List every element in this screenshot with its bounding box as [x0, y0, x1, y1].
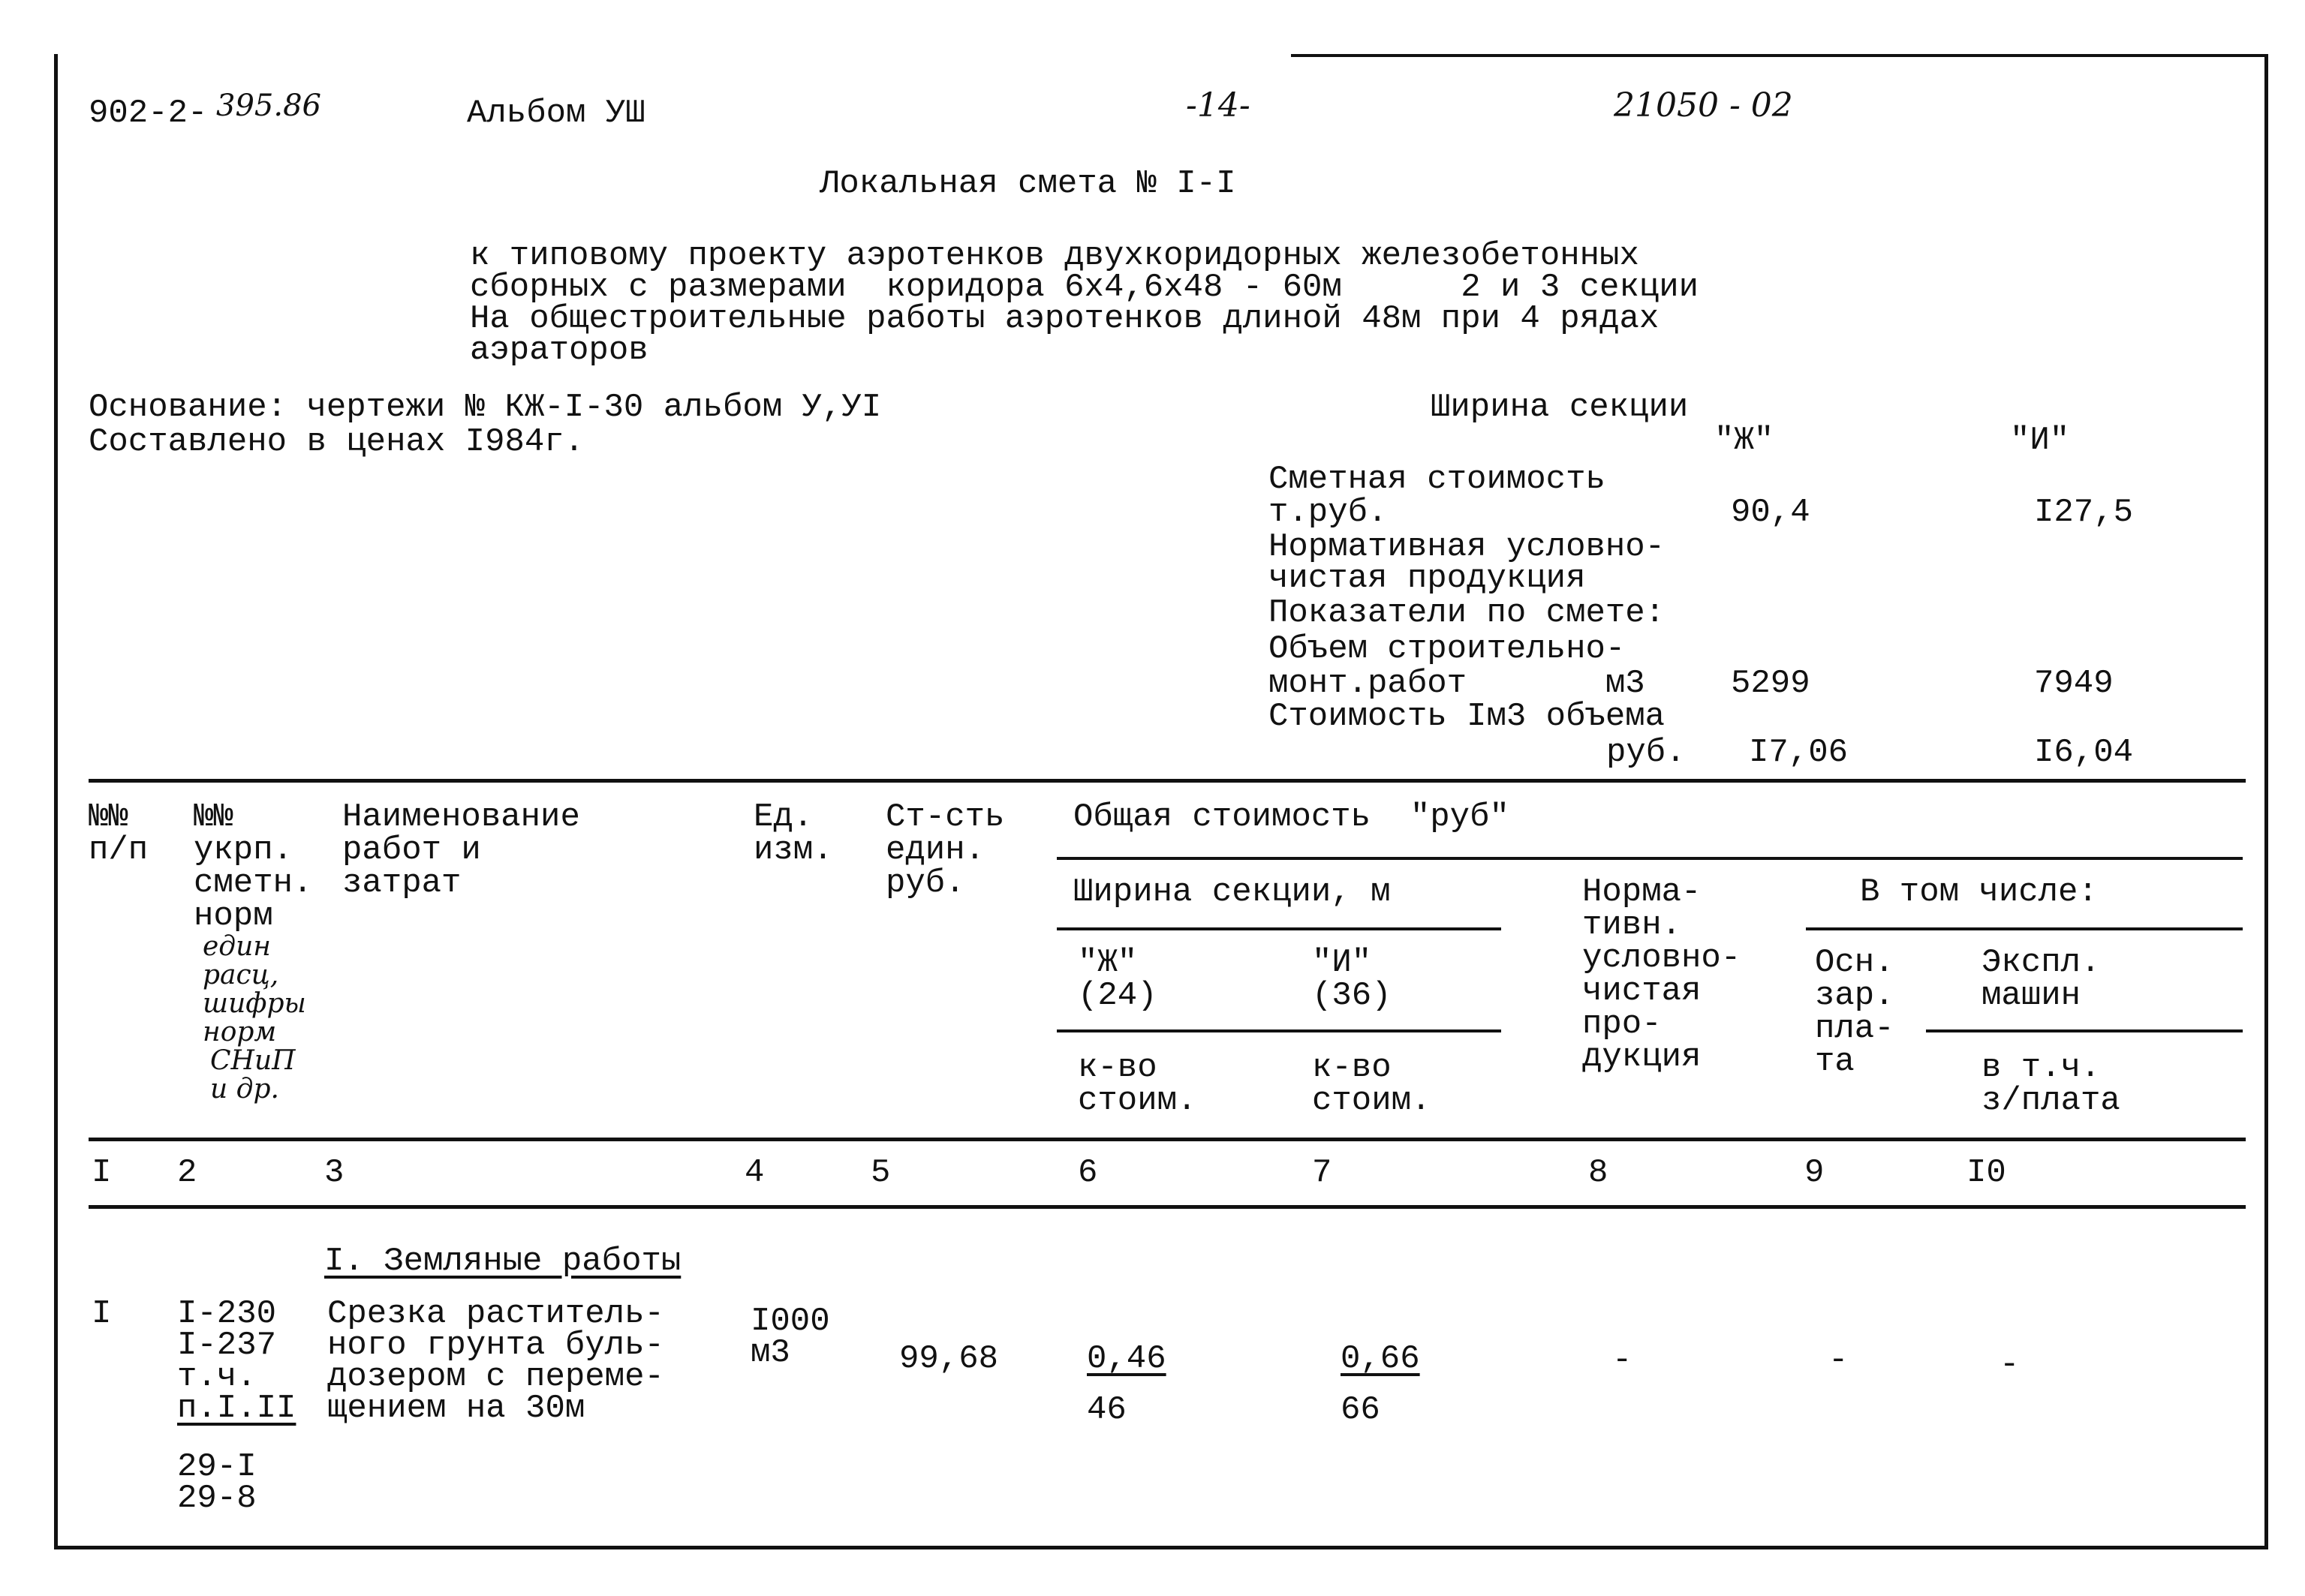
row-net-product: -: [1612, 1342, 1632, 1379]
summary-value-zh: 5299: [1731, 665, 1810, 702]
summary-label: Нормативная условно-: [1268, 528, 1666, 566]
row-code-extra: 29-I: [177, 1448, 257, 1486]
header-wages: Осн.: [1815, 944, 1894, 981]
summary-label: руб.: [1606, 734, 1686, 771]
header-name: Наименование: [342, 798, 580, 836]
header-codes: норм: [194, 897, 273, 935]
summary-value-i: I27,5: [2034, 494, 2134, 531]
header-name: работ и: [342, 831, 481, 869]
header-i: (36): [1312, 977, 1392, 1014]
row-code: I-230: [177, 1295, 277, 1333]
colnum-bottom-rule: [89, 1205, 2246, 1209]
header-section-width: Ширина секции, м: [1073, 873, 1391, 911]
row-name: ного грунта буль-: [327, 1327, 664, 1364]
album-label: Альбом УШ: [467, 95, 645, 132]
summary-label: Объем строительно-: [1268, 630, 1626, 668]
header-codes-handwritten: шифры: [203, 988, 306, 1019]
header-net-product: условно-: [1582, 939, 1741, 977]
summary-label: Стоимость Iм3 объема: [1268, 698, 1666, 735]
summary-col-i: "И": [2010, 422, 2070, 459]
header-unit-price: руб.: [886, 864, 965, 902]
basis-line: Основание: чертежи № КЖ-I-30 альбом У,УI: [89, 389, 882, 426]
header-codes-handwritten: норм: [203, 1017, 277, 1047]
header-i-qty: к-во: [1312, 1049, 1392, 1087]
row-machines: -: [2000, 1346, 2020, 1384]
row-unit-price: 99,68: [899, 1340, 999, 1378]
column-number: I0: [1966, 1154, 2006, 1192]
summary-label: т.руб.: [1268, 494, 1388, 531]
column-number: 4: [745, 1154, 765, 1192]
row-number: I: [92, 1295, 112, 1333]
project-code: 21050 - 02: [1614, 86, 1793, 125]
header-rule-total: [1057, 857, 2243, 860]
basis-prices-line: Составлено в ценах I984г.: [89, 423, 585, 461]
header-machines-wages: в т.ч.: [1982, 1049, 2101, 1087]
table-top-rule: [89, 779, 2246, 783]
summary-label: монт.работ м3: [1268, 665, 1645, 702]
header-rule-machines: [1926, 1029, 2243, 1032]
header-wages: та: [1815, 1043, 1855, 1081]
summary-value-i: I6,04: [2034, 734, 2134, 771]
header-net-product: про-: [1582, 1005, 1662, 1043]
row-unit: I000: [751, 1303, 830, 1340]
doc-code: 902-2-: [89, 95, 208, 132]
subtitle-line: к типовому проекту аэротенков двухкоридорных железобетонных: [470, 237, 1639, 275]
header-unit: изм.: [754, 831, 833, 869]
summary-value-zh: 90,4: [1731, 494, 1810, 531]
summary-value-i: 7949: [2034, 665, 2114, 702]
header-name: затрат: [342, 864, 462, 902]
header-codes-handwritten: расц,: [203, 960, 279, 990]
row-i-cost: 66: [1341, 1391, 1380, 1429]
row-wages: -: [1828, 1342, 1849, 1379]
header-including: В том числе:: [1860, 873, 2098, 911]
header-zh-qty: стоим.: [1078, 1082, 1197, 1120]
header-codes-handwritten: СНиП: [210, 1045, 296, 1076]
row-i-qty: 0,66: [1341, 1340, 1420, 1378]
header-codes: укрп.: [194, 831, 293, 869]
header-net-product: Норма-: [1582, 873, 1702, 911]
header-unit-price: един.: [886, 831, 985, 869]
header-num: п/п: [89, 831, 149, 869]
row-code: т.ч.: [177, 1358, 257, 1396]
header-machines-wages: з/плата: [1982, 1082, 2120, 1120]
header-zh: (24): [1078, 977, 1157, 1014]
row-name: Срезка раститель-: [327, 1295, 664, 1333]
page-number: -14-: [1186, 86, 1250, 125]
column-number: I: [92, 1154, 112, 1192]
row-name: дозером с переме-: [327, 1358, 664, 1396]
header-machines: машин: [1982, 977, 2081, 1014]
column-number: 5: [871, 1154, 891, 1192]
header-net-product: чистая: [1582, 972, 1702, 1010]
row-name: щением на 30м: [327, 1390, 585, 1427]
column-number: 8: [1588, 1154, 1608, 1192]
summary-label: Сметная стоимость: [1268, 461, 1605, 498]
header-zh: "Ж": [1078, 944, 1138, 981]
header-machines: Экспл.: [1982, 944, 2101, 981]
header-wages: пла-: [1815, 1010, 1894, 1047]
row-code: I-237: [177, 1327, 277, 1364]
doc-code-handwritten: 395.86: [216, 89, 321, 123]
header-zh-qty: к-во: [1078, 1049, 1157, 1087]
column-number: 9: [1804, 1154, 1825, 1192]
column-number: 2: [177, 1154, 197, 1192]
header-codes-handwritten: един: [203, 931, 272, 962]
section-title: I. Земляные работы: [324, 1243, 682, 1280]
row-zh-qty: 0,46: [1087, 1340, 1166, 1378]
row-zh-cost: 46: [1087, 1391, 1127, 1429]
column-number: 6: [1078, 1154, 1098, 1192]
subtitle-line: сборных с размерами коридора 6х4,6х48 - 60м 2 и 3 секции: [470, 269, 1699, 306]
header-bottom-rule: [89, 1138, 2246, 1141]
header-codes-handwritten: и др.: [210, 1074, 279, 1105]
header-rule-width: [1057, 927, 1501, 930]
header-net-product: дукция: [1582, 1038, 1702, 1076]
header-i: "И": [1312, 944, 1372, 981]
header-codes: сметн.: [194, 864, 313, 902]
subtitle-line: На общестроительные работы аэротенков длиной 48м при 4 рядах: [470, 300, 1660, 338]
section-width-label: Ширина секции: [1431, 389, 1689, 426]
header-i-qty: стоим.: [1312, 1082, 1431, 1120]
page-title: Локальная смета № I-I: [820, 165, 1236, 203]
header-rule-incl: [1806, 927, 2243, 930]
header-unit-price: Ст-сть: [886, 798, 1005, 836]
header-codes: №№: [194, 798, 233, 836]
header-unit: Ед.: [754, 798, 814, 836]
summary-col-zh: "Ж": [1714, 422, 1774, 459]
header-total-cost: Общая стоимость "руб": [1073, 798, 1509, 836]
header-num: №№: [89, 798, 128, 836]
row-code-extra: 29-8: [177, 1480, 257, 1517]
column-number: 3: [324, 1154, 345, 1192]
column-number: 7: [1312, 1154, 1332, 1192]
row-unit: м3: [751, 1334, 790, 1372]
summary-value-zh: I7,06: [1749, 734, 1849, 771]
summary-label: чистая продукция: [1268, 560, 1586, 597]
header-wages: зар.: [1815, 977, 1894, 1014]
header-rule-qty: [1057, 1029, 1501, 1032]
summary-label: Показатели по смете:: [1268, 594, 1666, 632]
top-edge-line: [1291, 54, 2264, 57]
row-code: п.I.II: [177, 1390, 296, 1427]
subtitle-line: аэраторов: [470, 332, 648, 369]
header-net-product: тивн.: [1582, 906, 1682, 944]
